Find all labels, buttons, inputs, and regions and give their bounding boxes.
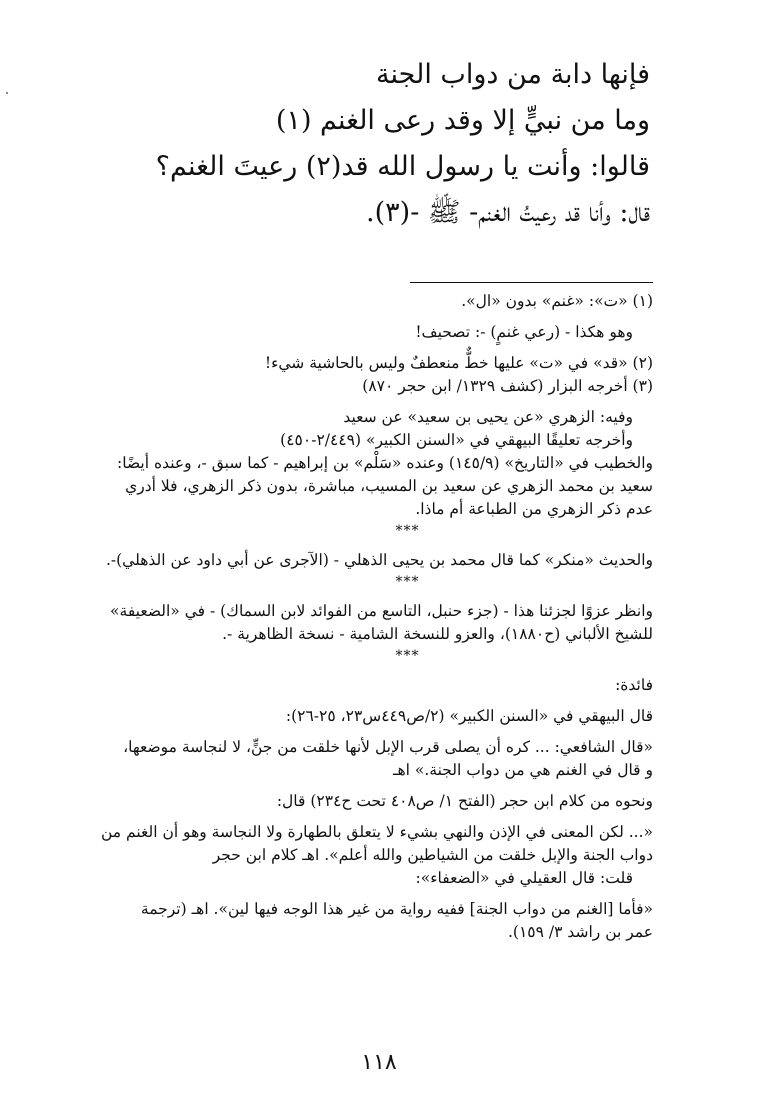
benefit-quote: «... لكن المعنى في الإذن والنهي بشيء لا يتعلق بالطهارة ولا النجاسة وهو أن الغنم من	[100, 823, 653, 841]
footnote-3-line: وانظر عزوًا لجزئنا هذا - (جزء حنبل، التاسع من الفوائد لابن السماك) - في «الضعيفة»	[110, 602, 653, 620]
benefit-quote: دواب الجنة والإبل خلقت من الشياطين والله أعلم». اهـ كلام ابن حجر	[212, 846, 653, 864]
footnote-3-line: وفيه: الزهري «عن يحيى بن سعيد» عن سعيد	[343, 408, 633, 426]
footnote-3-line: عدم ذكر الزهري من الطباعة أم ماذا.	[415, 500, 653, 518]
footnote-3-line: والحديث «منكر» كما قال محمد بن يحيى الذهلي - (الآجرى عن أبي داود عن الذهلي)-.	[105, 551, 653, 569]
benefit-quote: و قال في الغنم هي من دواب الجنة.» اهـ	[392, 761, 653, 779]
footnote-2: (٢) «قد» في «ت» عليها خطٌّ منعطفٌ وليس بالحاشية شيء!	[264, 354, 653, 372]
benefit-line: قلت: قال العقيلي في «الضعفاء»:	[415, 869, 633, 887]
main-line-4: قال: وأنا قد رعيتُ الغنم- ﷺ -(٣).	[366, 197, 650, 228]
footnote-3-line: والخطيب في «التاريخ» (١٤٥/٩) وعنده «سَلْم» بن إبراهيم - كما سبق -، وعنده أيضًا:	[117, 454, 653, 472]
benefit-quote: عمر بن راشد ٣/ ١٥٩).	[507, 923, 653, 941]
section-divider-stars: ***	[395, 648, 420, 664]
main-line-2: وما من نبيٍّ إلا وقد رعى الغنم (١)	[275, 105, 650, 136]
main-line-3: قالوا: وأنت يا رسول الله قد(٢) رعيتَ الغنم؟	[155, 151, 650, 182]
benefit-quote: «فأما [الغنم من دواب الجنة] ففيه رواية من غير هذا الوجه فيها لين». اهـ (ترجمة	[140, 900, 653, 918]
footnote-1-comment: وهو هكذا - (رعي غنمٍ) -: تصحيف!	[415, 323, 633, 341]
footnote-3-line: سعيد بن محمد الزهري عن سعيد بن المسيب، مباشرة، بدون ذكر الزهري، فلا أدري	[125, 477, 653, 495]
section-divider-stars: ***	[395, 523, 420, 539]
footnote-3-line: وأخرجه تعليقًا البيهقي في «السنن الكبير» (٢/٤٤٩-٤٥٠)	[280, 431, 633, 449]
benefit-line: قال البيهقي في «السنن الكبير» (٢/ص٤٤٩س٢٣، ٢٥-٢٦):	[285, 707, 653, 725]
main-line-1: فإنها دابة من دواب الجنة	[376, 59, 650, 90]
section-divider-stars: ***	[395, 574, 420, 590]
margin-speck	[6, 92, 8, 94]
benefit-heading: فائدة:	[615, 676, 653, 694]
footnote-3-line: للشيخ الألباني (ح١٨٨٠)، والعزو للنسخة الشامية - نسخة الظاهرية -.	[222, 625, 653, 643]
benefit-quote: «قال الشافعي: ... كره أن يصلى قرب الإبل لأنها خلقت من جنٍّ، لا لنجاسة موضعها،	[123, 738, 653, 756]
footnote-1: (١) «ت»: «غنم» بدون «ال».	[461, 292, 653, 310]
footnote-separator	[410, 282, 653, 283]
benefit-line: ونحوه من كلام ابن حجر (الفتح ١/ ص٤٠٨ تحت ح٢٣٤) قال:	[276, 792, 653, 810]
main-text-block	[90, 52, 650, 236]
footnotes-block	[102, 290, 653, 944]
page-number: ١١٨	[361, 1050, 397, 1075]
footnote-3: (٣) أخرجه البزار (كشف ١٣٢٩/ ابن حجر ٨٧٠)	[362, 377, 653, 395]
